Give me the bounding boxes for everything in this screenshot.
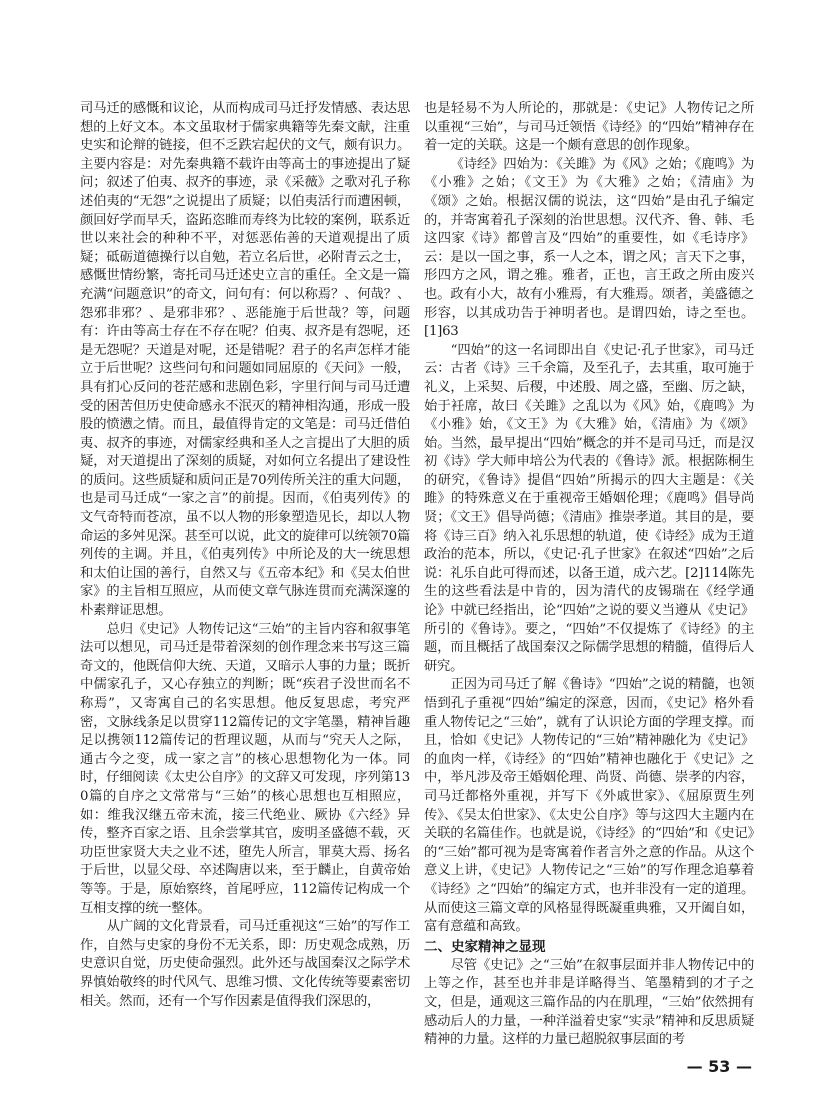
- paragraph: 司马迁的感慨和议论，从而构成司马迁抒发情感、表达思想的上好文本。本文虽取材于儒家典籍等先秦文献，注重史实和论辩的链接，但不乏跌宕起伏的文气，颇有识力。主要内容是：对先秦典籍不载许由等高士的事迹提出了疑问；叙述了伯夷、叔齐的事迹，录《采薇》之歌对孔子称述伯夷的“无怨”之说提出了质疑；以伯夷活行而遭困顿，颜回好学而早夭，盗跖恣睢而寿终为比较的案例，联系近世以来社会的种种不平，对惩恶佑善的天道观提出了质疑；砥砺道德操行以自勉，若立名后世，必附青云之士，感慨世情纷繁，寄托司马迁述史立言的重任。全文是一篇充满“问题意识”的奇文，问句有：何以称焉？、何哉？、怨邪非邪？、是邪非邪？、恶能施于后世哉？等，问题有：许由等高士存在不存在呢？伯夷、叔齐是有怨呢，还是无怨呢？天道是对呢，还是错呢？君子的名声怎样才能立于后世呢？这些问句和问题如同屈原的《天问》一般，具有扪心反问的苍茫感和悲剧色彩，字里行间与司马迁遭受的困苦但历史使命感永不泯灭的精神相沟通，形成一股股的愤懑之情。而且，最值得肯定的文笔是：司马迁借伯夷、叔齐的事迹，对儒家经典和圣人之言提出了大胆的质疑，对天道提出了深刻的质疑，对如何立名提出了建设性的质问。这些质疑和质问正是70列传所关注的重大问题，也是司马迁成“一家之言”的前提。因而，《伯夷列传》的文气奇特而苍凉，虽不以人物的形象塑造见长，却以人物命运的多舛见深。甚至可以说，此文的旋律可以统领70篇列传的主调。并且，《伯夷列传》中所论及的大一统思想和太伯让国的善行，自然又与《五帝本纪》和《吴太伯世家》的主旨相互照应，从而使文章气脉连贯而充满深邃的朴素辩证思想。: [80, 101, 410, 619]
- paragraph: 尽管《史记》之“三始”在叙事层面并非人物传记中的上等之作，甚至也并非是详略得当、笔墨精到的才子之文，但是，通观这三篇作品的内在肌理，“三始”依然拥有感动后人的力量，一种洋溢着史家“实录”精神和反思质疑精神的力量。这样的力量已超脱叙事层面的考: [424, 957, 754, 1048]
- paragraph: 正因为司马迁了解《鲁诗》“四始”之说的精髓，也领悟到孔子重视“四始”编定的深意，因而，《史记》格外看重人物传记之“三始”，就有了认识论方面的学理支撑。而且，恰如《史记》人物传记的“三始”精神融化为《史记》的血肉一样，《诗经》的“四始”精神也融化于《史记》之中，举凡涉及帝王婚姻伦理、尚贤、尚德、崇孝的内容，司马迁都格外重视，并写下《外戚世家》、《屈原贾生列传》、《吴太伯世家》、《太史公自序》等与这四大主题内在关联的名篇佳作。也就是说，《诗经》的“四始”和《史记》的“三始”都可视为是寄寓着作者言外之意的作品。从这个意义上讲，《史记》人物传记之“三始”的写作理念追摹着《诗经》之“四始”的编定方式，也并非没有一定的道理。从而使这三篇文章的风格显得既凝重典雅，又开阖自如，富有意蕴和高致。: [424, 677, 754, 935]
- paragraph: “四始”的这一名词即出自《史记·孔子世家》，司马迁云：古者《诗》三千余篇，及至孔子，去其重，取可施于礼义，上采契、后稷，中述殷、周之盛，至幽、厉之缺，始于衽席，故曰《关雎》之乱以为《风》始，《鹿鸣》为《小雅》始，《文王》为《大雅》始，《清庙》为《颂》始。当然，最早提出“四始”概念的并不是司马迁，而是汉初《诗》学大师申培公为代表的《鲁诗》派。根据陈桐生的研究，《鲁诗》提倡“四始”所揭示的四大主题是：《关雎》的特殊意义在于重视帝王婚姻伦理；《鹿鸣》倡导尚贤；《文王》倡导尚德；《清庙》推崇孝道。其目的是，要将《诗三百》纳入礼乐思想的轨道，使《诗经》成为王道政治的范本，所以，《史记·孔子世家》在叙述“四始”之后说：礼乐自此可得而述，以备王道，成六艺。[2]114陈先生的这些看法是中肯的，因为清代的皮锡瑞在《经学通论》中就已经指出，论“四始”之说的要义当遵从《史记》所引的《鲁诗》。要之，“四始”不仅提炼了《诗经》的主题，而且概括了战国秦汉之际儒学思想的精髓，值得后人研究。: [424, 342, 754, 674]
- paragraph: 总归《史记》人物传记这“三始”的主旨内容和叙事笔法可以想见，司马迁是带着深刻的创作理念来书写这三篇奇文的，他既信仰大统、天道，又暗示人事的力量；既折中儒家孔子，又心存独立的判断；既“疾君子没世而名不称焉”，又寄寓自己的名实思想。他反复思虑，考究严密，文脉线条足以贯穿112篇传记的文字笔墨，精神旨趣足以携领112篇传记的哲理议题，从而与“究天人之际，通古今之变，成一家之言”的核心思想物化为一体。同时，仔细阅读《太史公自序》的文辞又可发现，序列第130篇的自序之文常常与“三始”的核心思想也互相照应，如：维我汉继五帝末流，接三代绝业、厥协《六经》异传，整齐百家之语、且余尝掌其官，废明圣盛德不载，灭功臣世家贤大夫之业不述，堕先人所言，罪莫大焉、扬名于后世，以显父母、卒述陶唐以来，至于麟止，自黄帝始等等。于是，原始察终，首尾呼应，112篇传记构成一个互相支撑的统一整体。: [80, 621, 410, 916]
- paragraph: 从广阔的文化背景看，司马迁重视这“三始”的写作工作，自然与史家的身份不无关系，即：历史观念成熟，历史意识自觉，历史使命强烈。此外还与战国秦汉之际学术界慎始敬终的时代风气、思维习惯、文化传统等要素密切相关。然而，还有一个写作因素是值得我们深思的，: [80, 919, 410, 1009]
- section-heading: 二、史家精神之显现: [424, 938, 546, 955]
- paragraph: 也是轻易不为人所论的，那就是：《史记》人物传记之所以重视“三始”，与司马迁领悟《诗经》的“四始”精神存在着一定的关联。这是一个颇有意思的创作现象。: [424, 101, 754, 154]
- left-column: [80, 100, 410, 1011]
- right-column: [424, 100, 754, 1050]
- paragraph: 《诗经》四始为：《关雎》为《风》之始；《鹿鸣》为《小雅》之始；《文王》为《大雅》之始；《清庙》为《颂》之始。根据汉儒的说法，这“四始”是由孔子编定的，并寄寓着孔子深刻的治世思想。汉代齐、鲁、韩、毛这四家《诗》都曾言及“四始”的重要性，如《毛诗序》云：是以一国之事，系一人之本，谓之风；言天下之事，形四方之风，谓之雅。雅者，正也，言王政之所由废兴也。政有小大，故有小雅焉，有大雅焉。颂者，美盛德之形容，以其成功告于神明者也。是谓四始，诗之至也。[1]63: [424, 156, 754, 340]
- page-number: — 53 —: [686, 1057, 752, 1076]
